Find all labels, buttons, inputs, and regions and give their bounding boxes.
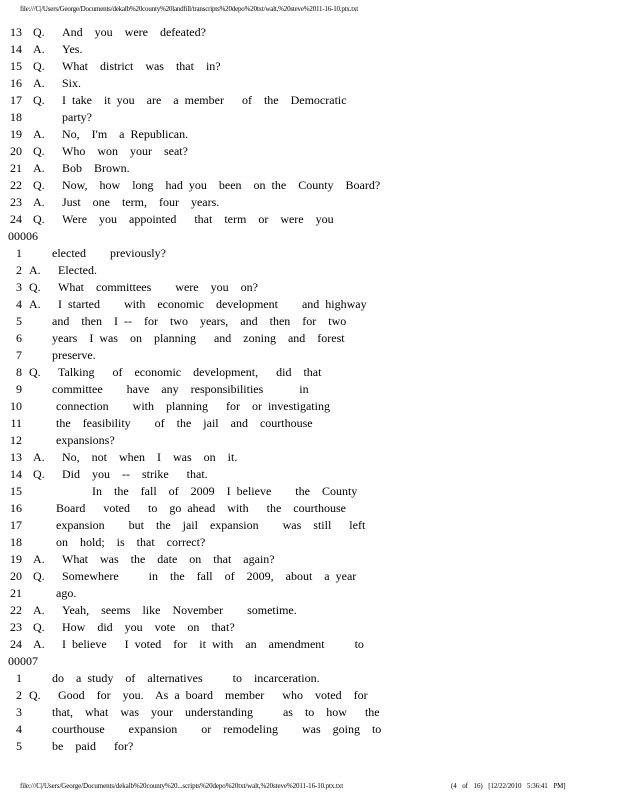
line-text: that, what was your understanding as to how the	[52, 705, 380, 719]
transcript-line	[0, 398, 618, 415]
transcript-line	[0, 364, 618, 381]
speaker-label: Q.	[29, 688, 41, 702]
transcript-line	[0, 75, 618, 92]
line-number: 12	[10, 433, 22, 447]
speaker-label: A.	[33, 450, 45, 464]
transcript-line	[0, 721, 618, 738]
line-number: 24	[10, 212, 22, 226]
line-text: elected previously?	[52, 246, 166, 260]
line-text: party?	[62, 110, 92, 124]
line-text: Who won your seat?	[62, 144, 188, 158]
line-text: ago.	[56, 586, 77, 600]
page-marker	[0, 228, 618, 245]
line-number: 24	[10, 637, 22, 651]
transcript-line	[0, 330, 618, 347]
line-text: Yes.	[62, 42, 83, 56]
line-number: 13	[10, 25, 22, 39]
line-text: do a study of alternatives to incarceration.	[52, 671, 320, 685]
line-number: 22	[10, 603, 22, 617]
line-text: Good for you. As a board member who voted for	[58, 688, 368, 702]
transcript-line	[0, 177, 618, 194]
line-number: 13	[10, 450, 22, 464]
line-number: 15	[10, 59, 22, 73]
line-text: Talking of economic development, did that	[58, 365, 322, 379]
line-text: What was the date on that again?	[62, 552, 275, 566]
line-text: connection with planning for or investigating	[56, 399, 330, 413]
line-text: And you were defeated?	[62, 25, 206, 39]
line-text: What committees were you on?	[58, 280, 258, 294]
line-number: 14	[10, 42, 22, 56]
line-text: No, I'm a Republican.	[62, 127, 189, 141]
line-number: 4	[16, 297, 22, 311]
line-number: 19	[10, 127, 22, 141]
speaker-label: A.	[33, 42, 45, 56]
transcript-line	[0, 636, 618, 653]
line-number: 3	[16, 280, 22, 294]
transcript-line	[0, 687, 618, 704]
line-text: Were you appointed that term or were you	[62, 212, 334, 226]
file-path-header: file:///C|/Users/George/Documents/dekalb%20county%20landfill/transcripts%20depo%20txt/walt,%20steve%2011-16-10.ptx.txt	[20, 5, 359, 13]
page-marker-label: 00006	[8, 229, 38, 243]
speaker-label: A.	[33, 603, 45, 617]
line-number: 8	[16, 365, 22, 379]
line-text: I take it you are a member of the Democratic	[62, 93, 347, 107]
line-text: I started with economic development and highway	[58, 297, 367, 311]
line-text: Elected.	[58, 263, 97, 277]
speaker-label: Q.	[33, 178, 45, 192]
transcript-line	[0, 262, 618, 279]
speaker-label: A.	[33, 76, 45, 90]
line-text: What district was that in?	[62, 59, 221, 73]
line-text: expansions?	[56, 433, 115, 447]
transcript-body	[0, 24, 618, 755]
page-marker	[0, 653, 618, 670]
line-text: the feasibility of the jail and courthouse	[56, 416, 313, 430]
line-number: 1	[16, 246, 22, 260]
line-text: on hold; is that correct?	[56, 535, 206, 549]
line-text: courthouse expansion or remodeling was going to	[52, 722, 382, 736]
transcript-line	[0, 568, 618, 585]
speaker-label: A.	[33, 161, 45, 175]
line-text: committee have any responsibilities in	[52, 382, 309, 396]
transcript-line	[0, 466, 618, 483]
speaker-label: Q.	[29, 365, 41, 379]
transcript-line	[0, 534, 618, 551]
transcript-line	[0, 279, 618, 296]
line-text: Somewhere in the fall of 2009, about a year	[62, 569, 357, 583]
line-text: Yeah, seems like November sometime.	[62, 603, 297, 617]
speaker-label: Q.	[33, 93, 45, 107]
line-text: I believe I voted for it with an amendment to	[62, 637, 364, 651]
line-number: 3	[16, 705, 22, 719]
transcript-line	[0, 381, 618, 398]
transcript-line	[0, 245, 618, 262]
line-text: Now, how long had you been on the County Board?	[62, 178, 381, 192]
line-number: 20	[10, 569, 22, 583]
line-number: 23	[10, 620, 22, 634]
line-text: In the fall of 2009 I believe the County	[62, 484, 358, 498]
line-number: 17	[10, 93, 22, 107]
speaker-label: A.	[33, 195, 45, 209]
transcript-line	[0, 585, 618, 602]
line-number: 16	[10, 501, 22, 515]
line-text: be paid for?	[52, 739, 134, 753]
transcript-line	[0, 58, 618, 75]
line-number: 23	[10, 195, 22, 209]
transcript-line	[0, 415, 618, 432]
line-number: 22	[10, 178, 22, 192]
speaker-label: Q.	[33, 212, 45, 226]
line-number: 19	[10, 552, 22, 566]
line-text: Six.	[62, 76, 82, 90]
speaker-label: Q.	[33, 25, 45, 39]
speaker-label: A.	[33, 127, 45, 141]
line-number: 2	[16, 263, 22, 277]
transcript-line	[0, 602, 618, 619]
transcript-line	[0, 738, 618, 755]
speaker-label: A.	[29, 297, 41, 311]
transcript-line	[0, 551, 618, 568]
transcript-line	[0, 211, 618, 228]
transcript-line	[0, 517, 618, 534]
line-number: 18	[10, 535, 22, 549]
transcript-line	[0, 313, 618, 330]
transcript-line	[0, 143, 618, 160]
speaker-label: Q.	[33, 144, 45, 158]
line-number: 10	[10, 399, 22, 413]
line-text: preserve.	[52, 348, 96, 362]
line-number: 14	[10, 467, 22, 481]
line-text: Bob Brown.	[62, 161, 130, 175]
line-text: Just one term, four years.	[62, 195, 220, 209]
transcript-line	[0, 619, 618, 636]
transcript-line	[0, 160, 618, 177]
speaker-label: A.	[33, 637, 45, 651]
transcript-line	[0, 704, 618, 721]
transcript-line	[0, 109, 618, 126]
line-number: 5	[16, 739, 22, 753]
line-number: 20	[10, 144, 22, 158]
page-info-footer: (4 of 16) [12/22/2010 5:36:41 PM]	[451, 782, 566, 790]
line-number: 11	[10, 416, 22, 430]
transcript-line	[0, 126, 618, 143]
speaker-label: A.	[29, 263, 41, 277]
line-text: Board voted to go ahead with the courthouse	[56, 501, 346, 515]
speaker-label: Q.	[33, 620, 45, 634]
line-number: 1	[16, 671, 22, 685]
speaker-label: A.	[33, 552, 45, 566]
line-number: 7	[16, 348, 22, 362]
line-text: Did you -- strike that.	[62, 467, 208, 481]
transcript-line	[0, 92, 618, 109]
line-text: How did you vote on that?	[62, 620, 235, 634]
line-number: 2	[16, 688, 22, 702]
file-path-footer: file:///C|/Users/George/Documents/dekalb%20county%20...scripts%20depo%20txt/walt,%20steve%2011-16-10.ptx.txt	[20, 782, 344, 790]
speaker-label: Q.	[29, 280, 41, 294]
transcript-line	[0, 500, 618, 517]
line-number: 5	[16, 314, 22, 328]
line-text: and then I -- for two years, and then for two	[52, 314, 347, 328]
line-number: 16	[10, 76, 22, 90]
speaker-label: Q.	[33, 569, 45, 583]
transcript-line	[0, 483, 618, 500]
transcript-line	[0, 41, 618, 58]
line-number: 6	[16, 331, 22, 345]
line-number: 9	[16, 382, 22, 396]
transcript-line	[0, 296, 618, 313]
transcript-line	[0, 670, 618, 687]
transcript-line	[0, 432, 618, 449]
line-text: expansion but the jail expansion was still left	[56, 518, 366, 532]
line-number: 17	[10, 518, 22, 532]
line-number: 21	[10, 161, 22, 175]
line-number: 18	[10, 110, 22, 124]
line-text: No, not when I was on it.	[62, 450, 238, 464]
line-number: 4	[16, 722, 22, 736]
line-number: 15	[10, 484, 22, 498]
transcript-line	[0, 449, 618, 466]
line-number: 21	[10, 586, 22, 600]
speaker-label: Q.	[33, 467, 45, 481]
transcript-line	[0, 194, 618, 211]
page-marker-label: 00007	[8, 654, 38, 668]
line-text: years I was on planning and zoning and forest	[52, 331, 345, 345]
transcript-line	[0, 24, 618, 41]
speaker-label: Q.	[33, 59, 45, 73]
transcript-line	[0, 347, 618, 364]
